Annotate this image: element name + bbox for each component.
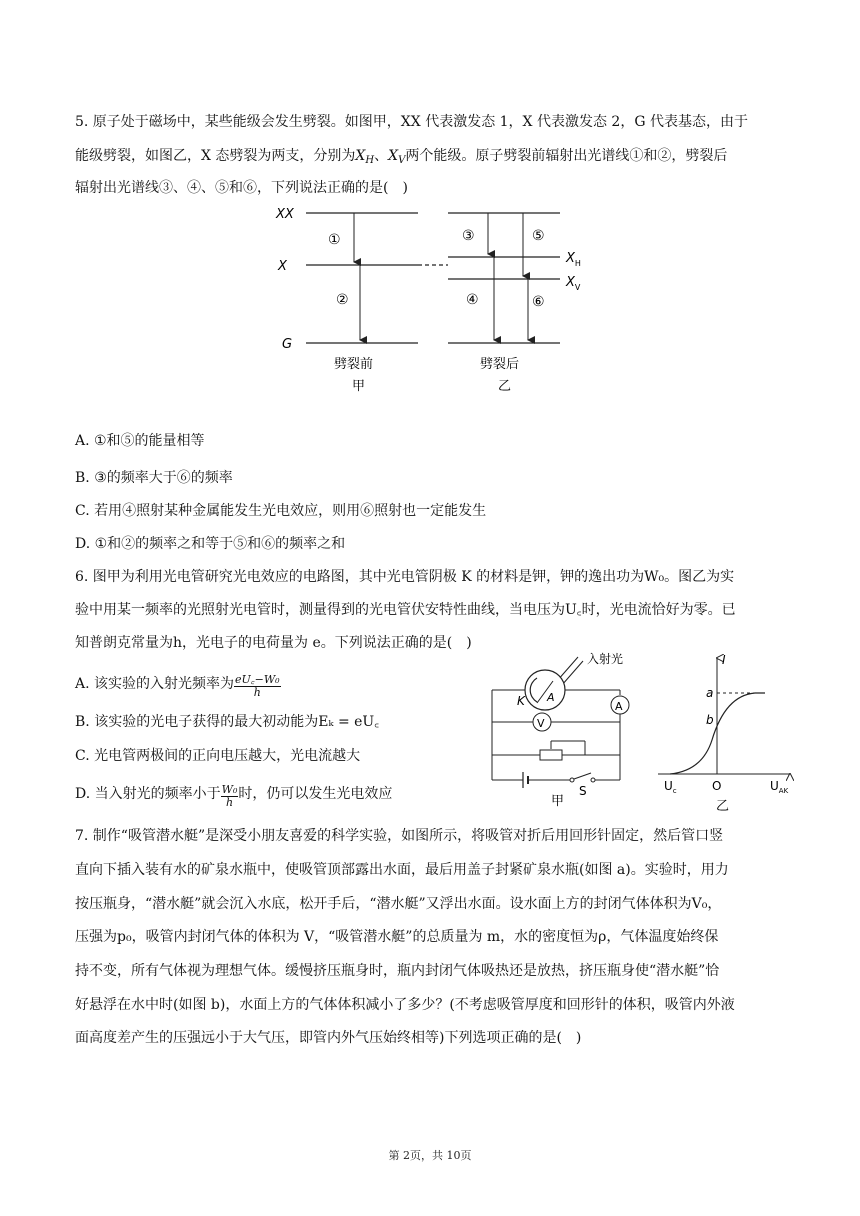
caption-before-split: 劈裂前 bbox=[334, 357, 374, 372]
q7-line-6: 好悬浮在水中时(如图 b)，水面上方的气体体积减小了多少？(不考虑吸管厚度和回形针的体积，吸管内外液 bbox=[75, 997, 735, 1013]
q6-line-1: 6. 图甲为利用光电管研究光电效应的电路图，其中光电管阴极 K 的材料是钾，钾的逸出功为W₀。图乙为实 bbox=[75, 569, 735, 585]
number-6: ⑥ bbox=[532, 294, 545, 310]
caption-graph-yi: 乙 bbox=[716, 799, 730, 814]
q5-option-d: D. ①和②的频率之和等于⑤和⑥的频率之和 bbox=[75, 536, 346, 552]
caption-yi: 乙 bbox=[498, 379, 512, 394]
fraction-d: $\frac{\text{W₀}}{h}$ bbox=[221, 783, 238, 809]
label-a: a bbox=[706, 686, 714, 700]
q5-option-a: A. ①和⑤的能量相等 bbox=[75, 433, 205, 449]
label-XH: $X_H$ bbox=[566, 251, 581, 268]
energy-level-diagram bbox=[270, 200, 590, 400]
label-b: b bbox=[706, 713, 714, 727]
number-3: ③ bbox=[462, 228, 475, 244]
label-voltmeter: V bbox=[537, 717, 545, 730]
number-4: ④ bbox=[466, 292, 479, 308]
label-UAK: $U_{AK}$ bbox=[770, 779, 789, 795]
label-XV: $X_V$ bbox=[566, 275, 581, 292]
q7-line-1: 7. 制作“吸管潜水艇”是深受小朋友喜爱的科学实验，如图所示，将吸管对折后用回形针固定，然后管口竖 bbox=[75, 828, 724, 844]
q7-line-5: 持不变，所有气体视为理想气体。缓慢挤压瓶身时，瓶内封闭气体吸热还是放热，挤压瓶身使“潜水艇”恰 bbox=[75, 963, 720, 979]
label-switch: S bbox=[579, 784, 587, 798]
label-incident-light: 入射光 bbox=[587, 652, 624, 666]
caption-after-split: 劈裂后 bbox=[480, 357, 520, 372]
q5-line-2-c: 两个能级。原子劈裂前辐射出光谱线①和②，劈裂后 bbox=[405, 148, 728, 164]
q6-option-d: D. 当入射光的频率小于 $\frac{\text{W₀}}{h}$ 时，仍可以发生光电效应 bbox=[75, 783, 393, 809]
q6-option-c: C. 光电管两极间的正向电压越大，光电流越大 bbox=[75, 748, 361, 764]
label-ammeter: A bbox=[615, 700, 623, 713]
q7-line-2: 直向下插入装有水的矿泉水瓶中，使吸管顶部露出水面，最后用盖子封紧矿泉水瓶(如图 a)。实验时，用力 bbox=[75, 862, 729, 878]
q6-option-a: A. 该实验的入射光频率为 $\frac{\text{eU꜀−W₀}}{h}$ bbox=[75, 673, 280, 699]
page-footer: 第 2页，共 10页 bbox=[388, 1149, 472, 1162]
label-Uc: $U_c$ bbox=[664, 779, 677, 795]
q6-line-2: 验中用某一频率的光照射光电管时，测量得到的光电管伏安特性曲线，当电压为U꜀时，光电流恰好为零。已 bbox=[75, 602, 736, 618]
label-XX: XX bbox=[276, 207, 294, 222]
label-O: O bbox=[712, 779, 722, 793]
fraction-a: $\frac{\text{eU꜀−W₀}}{h}$ bbox=[235, 673, 280, 699]
label-I: I bbox=[722, 653, 726, 667]
label-K: K bbox=[517, 694, 525, 708]
label-xh-inline: $X_H$ bbox=[355, 148, 375, 166]
q5-line-2 bbox=[75, 142, 790, 175]
label-G: G bbox=[282, 337, 293, 352]
label-xv-inline: $X_V$ bbox=[388, 148, 406, 166]
caption-jia: 甲 bbox=[352, 379, 366, 394]
phototube bbox=[525, 670, 565, 710]
number-1: ① bbox=[328, 232, 341, 248]
q7-line-4: 压强为p₀，吸管内封闭气体的体积为 V，“吸管潜水艇”的总质量为 m，水的密度恒为ρ，气体温度始终保 bbox=[75, 929, 719, 945]
q6-line-3: 知普朗克常量为h，光电子的电荷量为 e。下列说法正确的是( ) bbox=[75, 635, 472, 651]
q5-line-2-b: 、 bbox=[374, 148, 389, 164]
number-2: ② bbox=[336, 292, 349, 308]
photoelectric-circuit-diagram bbox=[485, 645, 635, 815]
q5-option-b: B. ③的频率大于⑥的频率 bbox=[75, 470, 233, 486]
q5-option-c: C. 若用④照射某种金属能发生光电效应，则用⑥照射也一定能发生 bbox=[75, 503, 487, 519]
q5-line-1: 5. 原子处于磁场中，某些能级会发生劈裂。如图甲，XX 代表激发态 1，X 代表激发态 2，G 代表基态，由于 bbox=[75, 114, 748, 130]
q5-line-3: 辐射出光谱线③、④、⑤和⑥，下列说法正确的是( ) bbox=[75, 180, 408, 196]
number-5: ⑤ bbox=[532, 228, 545, 244]
label-A-tube: A bbox=[547, 691, 555, 704]
q6-option-b: B. 该实验的光电子获得的最大初动能为Eₖ = eU꜀ bbox=[75, 714, 380, 730]
rheostat bbox=[540, 750, 562, 760]
q7-line-7: 面高度差产生的压强远小于大气压，即管内外气压始终相等)下列选项正确的是( ) bbox=[75, 1030, 582, 1046]
q5-line-2-a: 能级劈裂，如图乙，X 态劈裂为两支，分别为 bbox=[75, 148, 356, 164]
label-X: X bbox=[278, 259, 287, 274]
iv-characteristic-graph bbox=[650, 650, 800, 815]
switch bbox=[574, 773, 591, 779]
caption-circuit-jia: 甲 bbox=[551, 794, 565, 809]
q7-line-3: 按压瓶身，“潜水艇”就会沉入水底，松开手后，“潜水艇”又浮出水面。设水面上方的封闭气体体积为V₀， bbox=[75, 896, 722, 912]
